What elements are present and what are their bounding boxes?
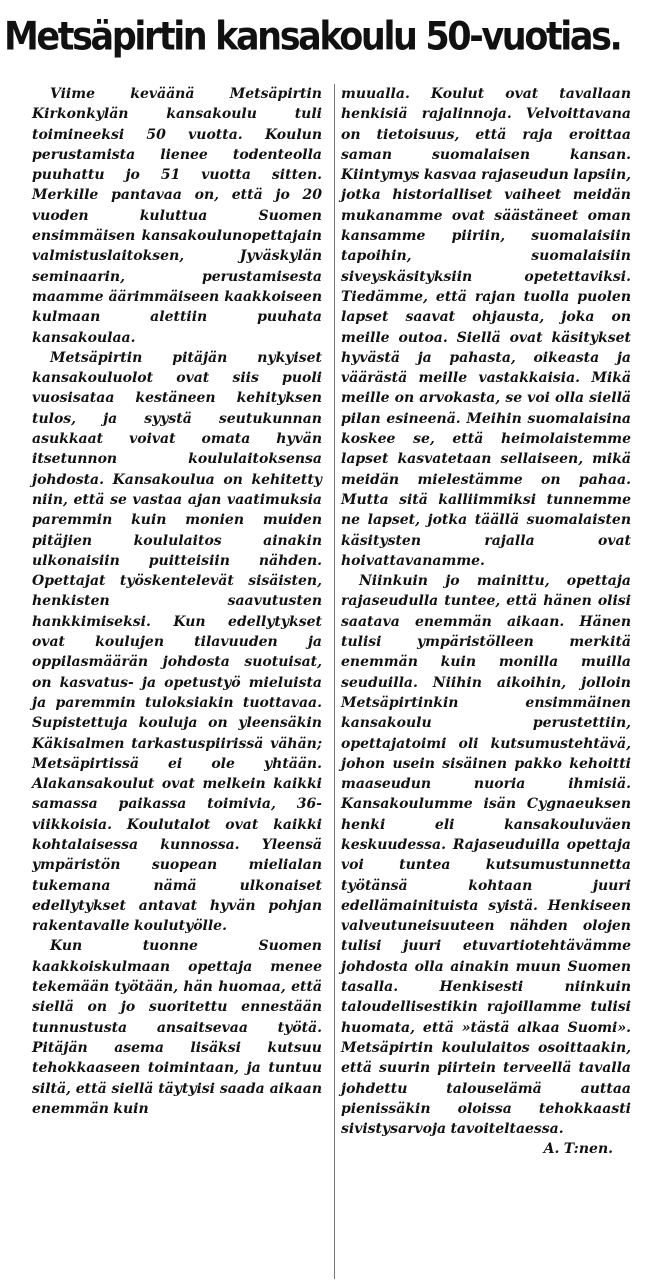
article-column-1 bbox=[32, 84, 322, 1119]
column-divider bbox=[334, 84, 335, 1279]
article-paragraph: Kun tuonne Suomen kaakkoiskulmaan opettaja menee tekemään työtään, hän huomaa, että siellä on jo suoritettu ennestään tunnustusta ansaitsevaa työtä. Pitäjän asema lisäksi kutsuu tehokkaaseen toimintaan, ja tuntuu siltä, että siellä täytyisi saada aikaan enemmän kuin bbox=[32, 938, 322, 1117]
article-paragraph: Viime keväänä Metsäpirtin Kirkonkylän kansakoulu tuli toimineeksi 50 vuotta. Koulun perustamista lienee todenteolla puuhattu jo 51 vuotta sitten. Merkille pantavaa on, että jo 20 vuoden kuluttua Suomen ensimmäisen kansakoulunopettajain valmistuslaitoksen, Jyväskylän seminaarin, perustamisesta maamme äärimmäiseen kaakkoiseen kulmaan alettiin puuhata kansakoulaa. bbox=[32, 86, 322, 346]
article-column-2 bbox=[341, 84, 631, 1160]
article-paragraph: Metsäpirtin pitäjän nykyiset kansakouluolot ovat siis puoli vuosisataa kestäneen kehityksen tulos, ja syystä seutukunnan asukkaat voivat omata hyvän itsetunnon koululaitoksensa johdosta. Kansakoulua on kehitetty niin, että se vastaa ajan vaatimuksia paremmin kuin monien muiden pitäjien koululaitos ainakin ulkonaisiin puitteisiin nähden. Opettajat työskentelevät sisäisten, henkisten saavutusten hankkimiseksi. Kun edellytykset ovat koulujen tilavuuden ja oppilasmäärän johdosta suotuisat, on kasvatus- ja opetustyö mieluista ja paremmin tuloksiakin tuottavaa. Supistettuja kouluja on yleensäkin Käkisalmen tarkastuspiirissä vähän; Metsäpirtissä ei ole yhtään. Alakansakoulut ovat melkein kaikki samassa paikassa toimivia, 36-viikkoisia. Koulutalot ovat kaikki kohtalaisessa kunnossa. Yleensä ympäristön suopean mielialan tukemana nämä ulkonaiset edellytykset antavat hyvän pohjan rakentavalle koulutyölle. bbox=[32, 349, 322, 935]
article-headline: Metsäpirtin kansakoulu 50-vuotias. bbox=[4, 14, 621, 60]
author-signature: A. T:nen. bbox=[543, 1141, 613, 1158]
article-paragraph: Niinkuin jo mainittu, opettaja rajaseudulla tuntee, että hänen olisi saatava enemmän aikaan. Hänen tulisi ympäristölleen merkitä enemmän kuin monilla muilla seuduilla. Niihin aikoihin, jolloin Metsäpirtinkin ensimmäinen kansakoulu perustettiin, opettajatoimi oli kutsumustehtävä, johon usein sisäinen pakko kehoitti maaseudun nuoria ihmisiä. Kansakoulumme isän Cygnaeuksen henki eli kansakouluväen keskuudessa. Rajaseuduilla opettaja voi tuntea kutsumustunnetta työtänsä kohtaan juuri edellämainituista syistä. Henkiseen valveutuneisuuteen nähden olojen tulisi juuri etuvartiotehtävämme johdosta olla ainakin muun Suomen tasalla. Henkisesti niinkuin taloudellisestikin rajoillamme tulisi huomata, että »tästä alkaa Suomi». Metsäpirtin koululaitos osoittaakin, että suurin piirtein terveellä tavalla johdettu talouselämä auttaa pienissäkin oloissa tehokkaasti sivistysarvoja tavoiteltaessa. bbox=[341, 573, 631, 1138]
article-paragraph: muualla. Koulut ovat tavallaan henkisiä rajalinnoja. Velvoittavana on tietoisuus, että raja eroittaa saman suomalaisen kansan. Kiintymys kasvaa rajaseudun lapsiin, jotka historialliset vaiheet meidän mukanamme ovat säästäneet oman kansamme piiriin, suomalaisiin tapoihin, suomalaisiin siveyskäsityksiin opetettaviksi. Tiedämme, että rajan tuolla puolen lapset saavat ohjausta, joka on meille outoa. Siellä ovat käsitykset hyvästä ja pahasta, oikeasta ja väärästä meille vastakkaisia. Mikä meille on arvokasta, se voi olla siellä pilan esineenä. Meihin suomalaisina koskee se, että heimolaistemme lapset kasvatetaan sellaiseen, mikä meidän mielestämme on pahaa. Mutta sitä kalliimmiksi tunnemme ne lapset, jotka täällä suomalaisten käsitysten rajalla ovat hoivattavanamme. bbox=[341, 86, 631, 569]
